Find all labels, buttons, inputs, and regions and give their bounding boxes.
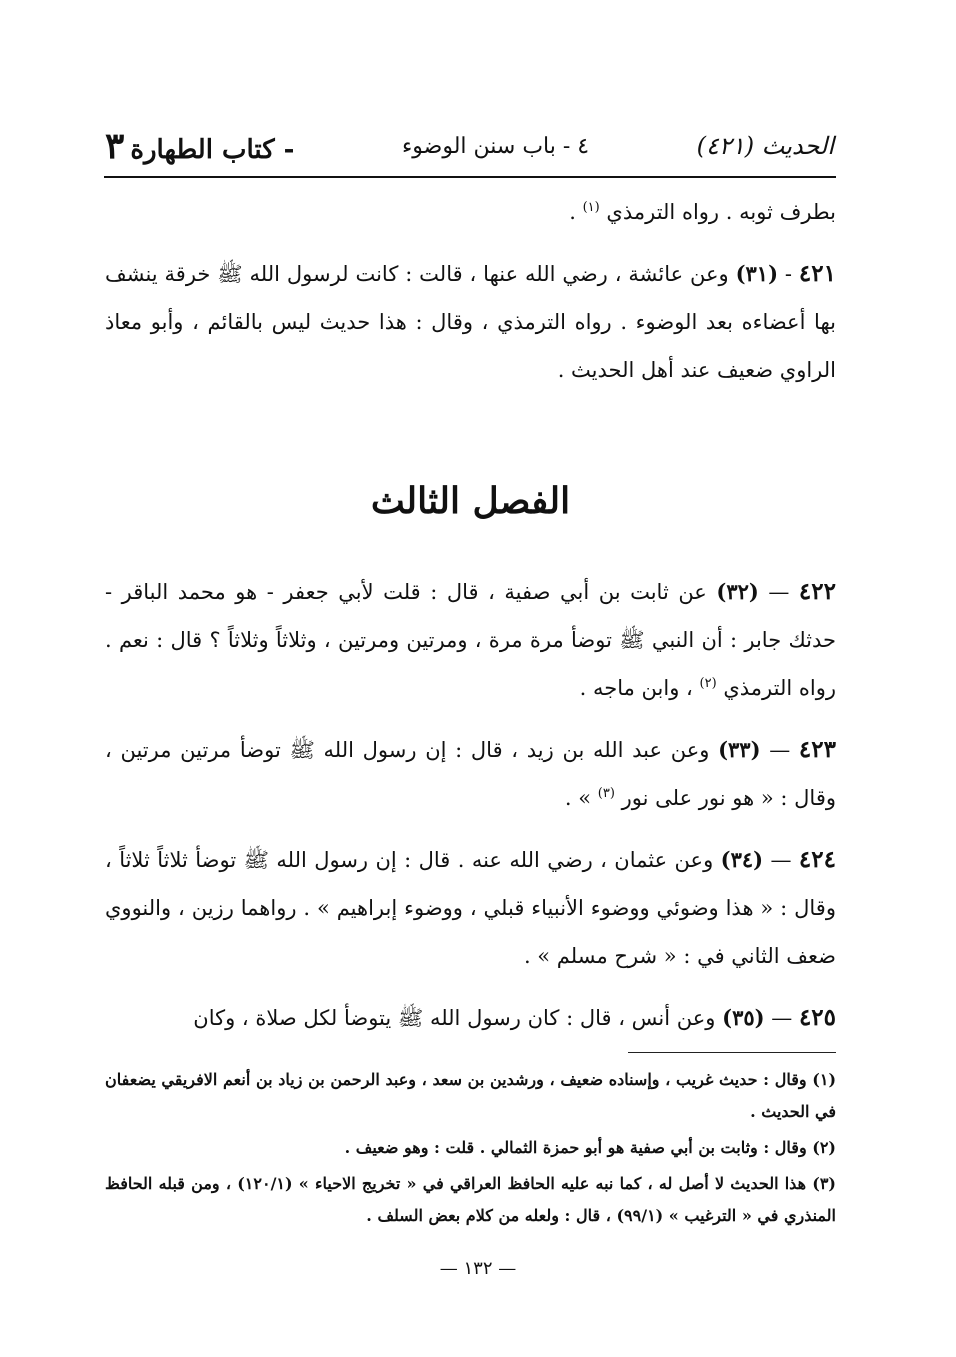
hadith-ref-number: (٣١) [735, 261, 779, 286]
hadith-dash: - [784, 262, 793, 286]
hadith-paragraph [105, 836, 836, 980]
hadith-dash: — [771, 1006, 793, 1030]
continuation-end: . [569, 200, 576, 224]
hadith-text-end: ، وابن ماجه . [579, 676, 693, 700]
footnote-number: (٢) [812, 1138, 836, 1157]
footnote-divider [628, 1052, 836, 1053]
continuation-paragraph [105, 188, 836, 236]
continuation-text: بطرف ثوبه . رواه الترمذي [606, 200, 836, 224]
hadith-number: ٤٢٥ [798, 1004, 836, 1031]
hadith-text-end: » . [564, 786, 592, 810]
lower-text-block [105, 568, 836, 1056]
chapter-title: ٤ - باب سنن الوضوء [401, 133, 590, 159]
hadith-text: عن ثابت بن أبي صفية ، قال : قلت لأبي جعفر - هو محمد الباقر - حدثك جابر : أن النبي ﷺ توضأ مرة مرة ، ومرتين ومرتين ، وثلاثاً وثلاثاً ؟ قال : نعم . رواه الترمذي [105, 580, 836, 700]
footnotes-block [105, 1064, 836, 1236]
hadith-paragraph [105, 250, 836, 394]
hadith-dash: — [768, 580, 790, 604]
footnote-marker: (١) [582, 200, 600, 215]
hadith-paragraph [105, 568, 836, 712]
footnote [105, 1064, 836, 1128]
hadith-paragraph [105, 994, 836, 1042]
book-title: - كتاب الطهارة [130, 135, 295, 165]
hadith-text: وعن عبد الله بن زيد ، قال : إن رسول الله ﷺ توضأ مرتين مرتين ، وقال : « هو نور على نور [105, 738, 836, 810]
footnote-marker: (٢) [699, 676, 717, 691]
footnote-number: (١) [812, 1070, 837, 1089]
hadith-number: ٤٢٤ [798, 846, 836, 873]
hadith-ref-number: (٣٣) [718, 737, 761, 762]
hadith-text: وعن أنس ، قال : كان رسول الله ﷺ يتوضأ لكل صلاة ، وكان [193, 1006, 716, 1030]
header-divider [104, 176, 836, 178]
footnote-text: وقال : حديث غريب ، وإسناده ضعيف ، ورشدين بن سعد ، وعبد الرحمن بن زياد بن أنعم الافريقي يضعفان في الحديث . [105, 1070, 836, 1121]
hadith-dash: — [770, 848, 792, 872]
hadith-paragraph [105, 726, 836, 822]
running-header [105, 118, 834, 174]
hadith-text: وعن عائشة ، رضي الله عنها ، قالت : كانت لرسول الله ﷺ خرقة ينشف بها أعضاءه بعد الوضوء . رواه الترمذي ، وقال : هذا حديث ليس بالقائم ، وأبو معاذ الراوي ضعيف عند أهل الحديث . [105, 262, 836, 382]
hadith-ref-number: (٣٢) [716, 579, 759, 604]
footnote [105, 1168, 836, 1232]
hadith-text: وعن عثمان ، رضي الله عنه . قال : إن رسول الله ﷺ توضأ ثلاثاً ثلاثاً ، وقال : « هذا وضوئي ووضوء الأنبياء قبلي ، ووضوء إبراهيم » . رواهما رزين ، والنووي ضعف الثاني في : « شرح مسلم » . [105, 848, 836, 968]
hadith-number: ٤٢٢ [798, 578, 836, 605]
book-number: ٣ [105, 125, 125, 167]
footnote-number: (٣) [812, 1174, 836, 1193]
footnote-marker: (٣) [597, 786, 615, 801]
upper-text-block [105, 188, 836, 408]
footnote-text: وقال : وثابت بن أبي صفية هو أبو حمزة الثمالي . قلت : وهو ضعيف . [344, 1138, 807, 1157]
hadith-number: ٤٢١ [798, 260, 836, 287]
hadith-ref-number: (٣٤) [720, 847, 764, 872]
page-number: — ١٣٢ — [439, 1258, 517, 1279]
footnote [105, 1132, 836, 1164]
hadith-ref-number: (٣٥) [722, 1005, 765, 1030]
hadith-reference: الحديث (٤٢١) [696, 132, 834, 160]
book-title-group [105, 125, 294, 167]
hadith-number: ٤٢٣ [798, 736, 836, 763]
hadith-dash: — [769, 738, 791, 762]
section-title: الفصل الثالث [370, 480, 571, 522]
footnote-text: هذا الحديث لا أصل له ، كما نبه عليه الحافظ العراقي في « تخريج الاحياء » (١٢٠/١) ، ومن قبله الحافظ المنذري في « الترغيب » (٩٩/١) ، قال : ولعله من كلام بعض السلف . [105, 1174, 836, 1225]
